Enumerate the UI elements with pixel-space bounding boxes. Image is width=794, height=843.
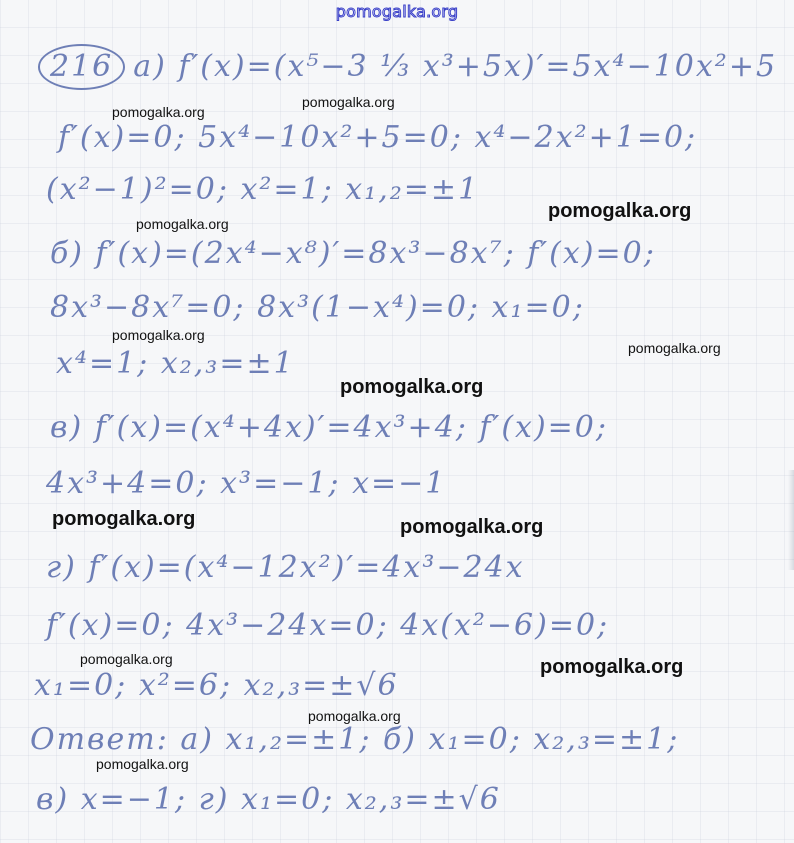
page-edge-shadow bbox=[788, 470, 794, 570]
problem-number-badge: 216 bbox=[38, 44, 125, 90]
solution-line-7: в) f′(x)=(x⁴+4x)′=4x³+4; f′(x)=0; bbox=[50, 410, 608, 445]
solution-line-11: x₁=0; x²=6; x₂,₃=±√6 bbox=[34, 668, 399, 703]
solution-line-6: x⁴=1; x₂,₃=±1 bbox=[56, 346, 295, 381]
answer-line-1: Ответ: а) x₁,₂=±1; б) x₁=0; x₂,₃=±1; bbox=[30, 722, 680, 757]
solution-line-8: 4x³+4=0; x³=−1; x=−1 bbox=[46, 466, 447, 501]
solution-line-5: 8x³−8x⁷=0; 8x³(1−x⁴)=0; x₁=0; bbox=[50, 290, 585, 325]
site-header-link[interactable]: pomogalka.org bbox=[335, 2, 459, 21]
watermark: pomogalka.org bbox=[308, 708, 401, 724]
watermark: pomogalka.org bbox=[400, 516, 544, 538]
watermark: pomogalka.org bbox=[112, 327, 205, 343]
watermark: pomogalka.org bbox=[80, 651, 173, 667]
watermark: pomogalka.org bbox=[540, 656, 684, 678]
watermark: pomogalka.org bbox=[340, 376, 484, 398]
solution-line-10: f′(x)=0; 4x³−24x=0; 4x(x²−6)=0; bbox=[46, 608, 610, 643]
watermark: pomogalka.org bbox=[96, 756, 189, 772]
solution-line-4: б) f′(x)=(2x⁴−x⁸)′=8x³−8x⁷; f′(x)=0; bbox=[50, 236, 656, 271]
watermark: pomogalka.org bbox=[628, 340, 721, 356]
solution-line-2: f′(x)=0; 5x⁴−10x²+5=0; x⁴−2x²+1=0; bbox=[58, 120, 698, 155]
solution-line-3: (x²−1)²=0; x²=1; x₁,₂=±1 bbox=[46, 172, 480, 207]
line-text: а) f′(x)=(x⁵−3 ⅓ x³+5x)′=5x⁴−10x²+5 bbox=[133, 49, 778, 84]
solution-line-1 bbox=[38, 44, 777, 90]
answer-line-2: в) x=−1; г) x₁=0; x₂,₃=±√6 bbox=[36, 782, 501, 817]
watermark: pomogalka.org bbox=[52, 508, 196, 530]
watermark: pomogalka.org bbox=[112, 104, 205, 120]
watermark: pomogalka.org bbox=[136, 216, 229, 232]
watermark: pomogalka.org bbox=[548, 200, 692, 222]
solution-line-9: г) f′(x)=(x⁴−12x²)′=4x³−24x bbox=[46, 550, 525, 585]
watermark: pomogalka.org bbox=[302, 94, 395, 110]
